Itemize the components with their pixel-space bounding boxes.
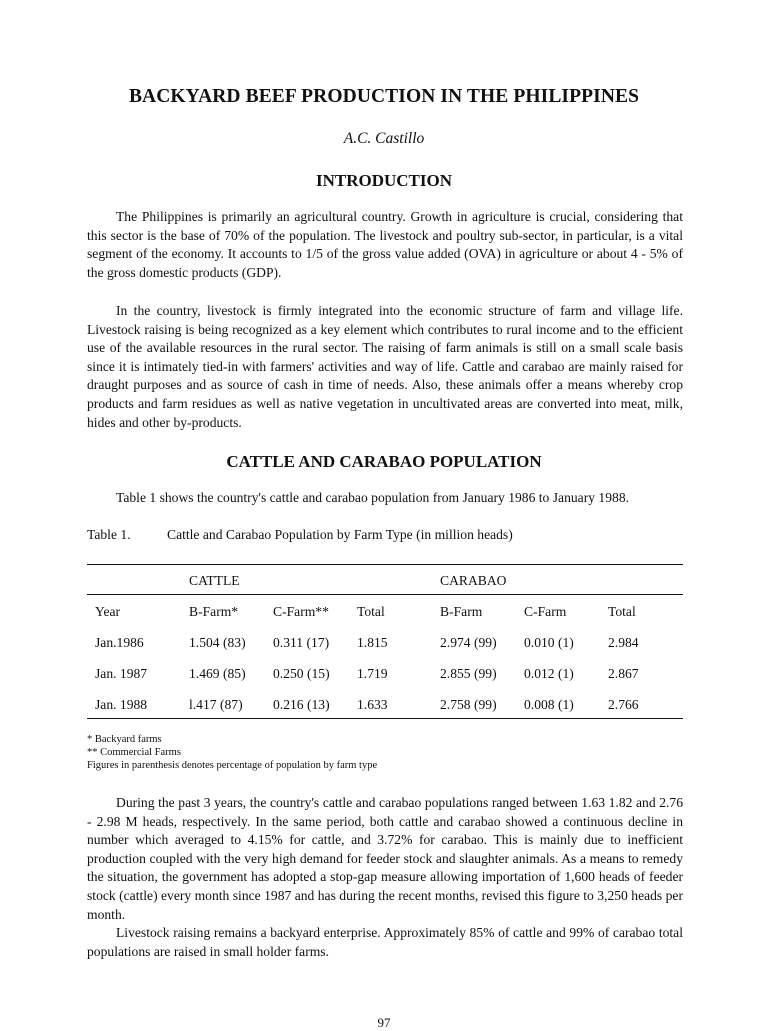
group-header-cattle: CATTLE bbox=[189, 573, 240, 588]
table-cell: 0.012 (1) bbox=[524, 666, 574, 681]
column-header: Total bbox=[357, 604, 385, 619]
intro-paragraph-2: In the country, livestock is firmly integrated into the economic structure of farm and village life. Livestock raising is being recognized as a key element which contributes to rural income and to the efficient use of the available resources in the rural sector. The raising of farm animals is still on a small scale basis since it is intimately tied-in with farmers' activities and way of life. Cattle and carabao are mainly raised for draught purposes and as source of cash in time of needs. Also, these animals offer a means whereby crop products and farm residues as well as native vegetation in uncultivated areas are converted into meat, milk, hides and other by-products. bbox=[87, 303, 683, 430]
table-cell: 0.008 (1) bbox=[524, 697, 574, 712]
table-cell: 0.250 (15) bbox=[273, 666, 330, 681]
table-caption-label: Table 1. bbox=[87, 527, 131, 542]
population-paragraph-1: During the past 3 years, the country's cattle and carabao populations ranged between 1.63 1.82 and 2.76 - 2.98 M heads, respectively. In the same period, both cattle and carabao showed a continuous decline in number which averaged to 4.15% for cattle, and 3.72% for carabao. This is mainly due to inefficient production coupled with the very high demand for feeder stock and slaughter animals. As a means to remedy the situation, the government has adopted a stop-gap measure allowing importation of 1,600 heads of feeder stock (cattle) every month since 1987 and has during the recent months, revised this figure to 3,250 heads per month. bbox=[87, 795, 683, 922]
column-header: Year bbox=[95, 604, 121, 619]
table-cell: Jan.1986 bbox=[95, 635, 144, 650]
group-header-carabao: CARABAO bbox=[440, 573, 507, 588]
table-cell: 2.984 bbox=[608, 635, 639, 650]
population-heading: CATTLE AND CARABAO POPULATION bbox=[226, 452, 542, 471]
table-caption-text: Cattle and Carabao Population by Farm Type (in million heads) bbox=[167, 527, 513, 542]
table-cell: 2.758 (99) bbox=[440, 697, 497, 712]
table-cell: 0.010 (1) bbox=[524, 635, 574, 650]
table-cell: 2.855 (99) bbox=[440, 666, 497, 681]
table-cell: Jan. 1987 bbox=[95, 666, 148, 681]
table-cell: 1.504 (83) bbox=[189, 635, 246, 650]
table-footnote: Figures in parenthesis denotes percentage of population by farm type bbox=[87, 760, 378, 771]
table-cell: 1.719 bbox=[357, 666, 388, 681]
column-header: B-Farm* bbox=[189, 604, 239, 619]
table-cell: 2.766 bbox=[608, 697, 639, 712]
table-cell: 2.974 (99) bbox=[440, 635, 497, 650]
page-number: 97 bbox=[377, 1015, 391, 1030]
introduction-heading: INTRODUCTION bbox=[315, 171, 453, 190]
table-cell: 1.633 bbox=[357, 697, 388, 712]
author-name: A.C. Castillo bbox=[343, 130, 425, 147]
document-title: BACKYARD BEEF PRODUCTION IN THE PHILIPPINES bbox=[128, 86, 640, 107]
table-cell: 2.867 bbox=[608, 666, 639, 681]
table-top-rule bbox=[87, 564, 683, 565]
population-paragraph-2: Livestock raising remains a backyard enterprise. Approximately 85% of cattle and 99% of carabao total populations are raised in small holder farms. bbox=[87, 925, 683, 959]
column-header: Total bbox=[608, 604, 636, 619]
table-cell: Jan. 1988 bbox=[95, 697, 148, 712]
population-intro: Table 1 shows the country's cattle and carabao population from January 1986 to January 1988. bbox=[116, 490, 630, 505]
table-bottom-rule bbox=[87, 718, 683, 719]
intro-paragraph-1: The Philippines is primarily an agricultural country. Growth in agriculture is crucial, considering that this sector is the base of 70% of the population. The livestock and poultry sub-sector, in particular, is a vital segment of the economy. It accounts to 1/5 of the gross value added (OVA) in agriculture or about 4 - 5% of the gross domestic products (GDP). bbox=[87, 209, 683, 280]
table-footnote: ** Commercial Farms bbox=[87, 747, 181, 758]
table-cell: 0.216 (13) bbox=[273, 697, 330, 712]
column-header: C-Farm** bbox=[273, 604, 329, 619]
table-footnote: * Backyard farms bbox=[87, 734, 162, 745]
column-header: B-Farm bbox=[440, 604, 483, 619]
column-header: C-Farm bbox=[524, 604, 567, 619]
table-cell: l.417 (87) bbox=[189, 697, 243, 712]
table-cell: 0.311 (17) bbox=[273, 635, 330, 650]
table-header-rule bbox=[87, 594, 683, 595]
table-cell: 1.815 bbox=[357, 635, 388, 650]
table-cell: 1.469 (85) bbox=[189, 666, 246, 681]
